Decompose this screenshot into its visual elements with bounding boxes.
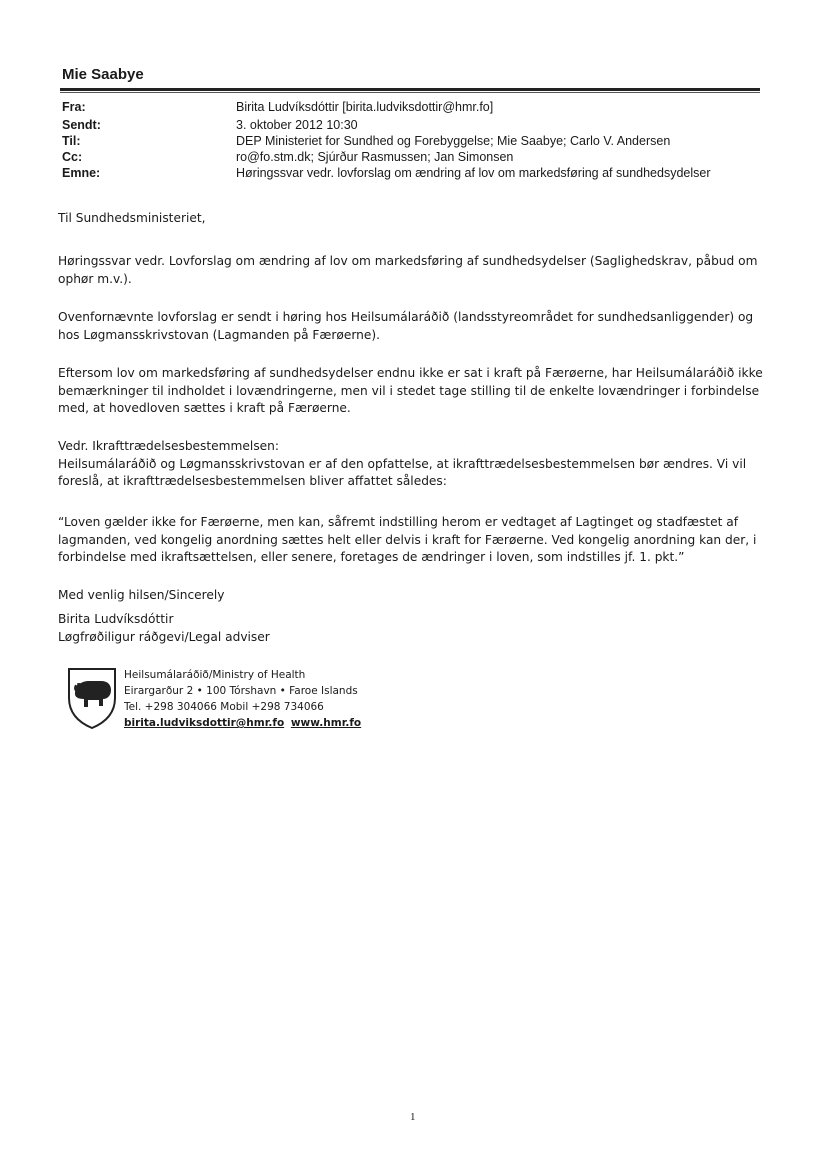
paragraph-line: Heilsumálaráðið og Løgmansskrivstovan er af den opfattelse, at ikrafttrædelsesbestemmelsen bør ændres. Vi vil (58, 456, 747, 471)
paragraph-line: Eftersom lov om markedsføring af sundhedsydelser endnu ikke er sat i kraft på Færøerne, har Heilsumálaráðið ikke (58, 366, 763, 380)
header-label: Cc: (62, 150, 83, 164)
greeting (58, 210, 770, 228)
paragraph-3 (58, 365, 770, 418)
cc-value: ro@fo.stm.dk; Sjúrður Rasmussen; Jan Simonsen (236, 150, 514, 164)
greeting-line: Til Sundhedsministeriet, (58, 211, 206, 225)
paragraph-line: Ovenfornævnte lovforslag er sendt i høring hos Heilsumálaráðið (landsstyreområdet for sundhedsanliggender) og (58, 310, 754, 324)
paragraph-line: hos Løgmansskrivstovan (Lagmanden på Færøerne). (58, 327, 380, 342)
paragraph-line: forbindelse med ikraftsættelsen, eller senere, foretages de ændringer i loven, som indstilles jf. 1. pkt.” (58, 550, 685, 564)
contact-links (124, 715, 361, 731)
coat-of-arms-icon (66, 666, 118, 730)
website-link[interactable]: www.hmr.fo (290, 717, 362, 729)
header-label: Fra: (62, 100, 86, 114)
paragraph-line: Høringssvar vedr. Lovforslag om ændring af lov om markedsføring af sundhedsydelser (Saglighedskrav, påbud om (58, 254, 758, 268)
paragraph-line: med, at hovedloven sættes i kraft på Færøerne. (58, 401, 351, 415)
email-link[interactable]: birita.ludviksdottir@hmr.fo (124, 717, 285, 729)
closing-line: Med venlig hilsen/Sincerely (58, 588, 225, 602)
org-phone: Tel. +298 304066 Mobil +298 734066 (124, 701, 324, 713)
sent-value: 3. oktober 2012 10:30 (236, 118, 358, 132)
paragraph-5-quote (58, 514, 770, 567)
signature-name: Birita Ludvíksdóttir (58, 612, 174, 626)
paragraph-4 (58, 438, 770, 491)
paragraph-1 (58, 253, 770, 288)
signature-title: Løgfrøðiligur ráðgevi/Legal adviser (58, 629, 270, 644)
subject-value: Høringssvar vedr. lovforslag om ændring af lov om markedsføring af sundhedsydelser (236, 166, 711, 180)
header-divider (60, 88, 760, 91)
paragraph-line: lagmanden, ved kongelig anordning sættes helt eller delvis i kraft for Færøerne. Ved kongelig anordning kan der, i (58, 532, 757, 547)
from-value: Birita Ludvíksdóttir [birita.ludviksdottir@hmr.fo] (236, 100, 494, 114)
org-address: Eirargarður 2 • 100 Tórshavn • Faroe Islands (124, 685, 358, 697)
sender-name: Mie Saabye (62, 66, 144, 83)
header-label: Til: (62, 134, 81, 148)
header-label: Sendt: (62, 118, 101, 132)
to-value: DEP Ministeriet for Sundhed og Forebyggelse; Mie Saabye; Carlo V. Andersen (236, 134, 671, 148)
header-label: Emne: (62, 166, 101, 180)
closing (58, 587, 770, 605)
paragraph-2 (58, 309, 770, 344)
paragraph-line: foreslå, at ikrafttrædelsesbestemmelsen bliver affattet således: (58, 474, 447, 488)
signature-name-block (58, 611, 770, 646)
signature-block (124, 667, 361, 731)
paragraph-line: “Loven gælder ikke for Færøerne, men kan, såfremt indstilling herom er vedtaget af Lagtinget og stadfæstet af (58, 515, 738, 529)
paragraph-line: bemærkninger til indholdet i lovændringerne, men vil i stedet tage stilling til de enkelte lovændringer i forbindelse (58, 383, 760, 398)
page-number: 1 (410, 1111, 416, 1123)
paragraph-line: ophør m.v.). (58, 271, 132, 286)
org-name: Heilsumálaráðið/Ministry of Health (124, 669, 306, 681)
header-divider-thin (60, 92, 760, 93)
paragraph-line: Vedr. Ikrafttrædelsesbestemmelsen: (58, 439, 279, 453)
